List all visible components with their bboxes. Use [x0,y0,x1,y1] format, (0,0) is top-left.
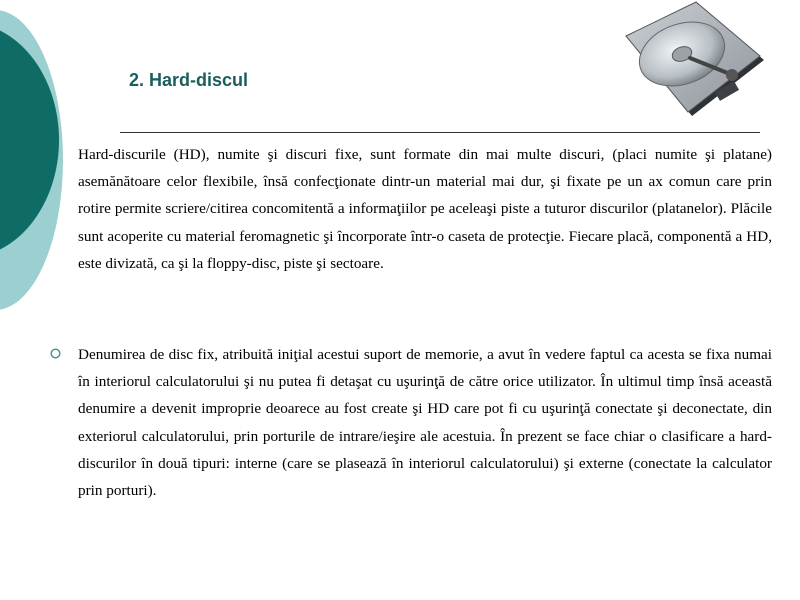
paragraph-fixed-disk-naming: Denumirea de disc fix, atribuită iniţial acestui suport de memorie, a avut în vedere faptul ca acesta se fixa numai în interiorul calculatorului şi nu putea fi detaşat cu uşurinţă de către orice utilizator. În ultimul timp însă această denumire a devenit improprie deoarece au fost create şi HD care pot fi cu uşurinţă conectate şi deconectate, din exteriorul calculatorului, prin porturile de intrare/ieşire ale acestuia. În prezent se face chiar o clasificare a hard-discurilor în două tipuri: interne (care se plasează în interiorul calculatorului) şi externe (conectate la calculator prin porturi). [78,346,772,500]
paragraph-hard-disk-description: Hard-discurile (HD), numite şi discuri fixe, sunt formate din mai multe discuri, (placi numite şi platane) asemănătoare celor flexibile, însă confecţionate dintr-un material mai dur, şi fixate pe un ax comun care prin rotire permite scriere/citirea concomitentă a informaţiilor pe aceleaşi piste a tuturor discurilor (platanelor). Plăcile sunt acoperite cu material feromagnetic şi încorporate într-o caseta de protecţie. Fiecare placă, componentă a HD, este divizată, ca şi la floppy-disc, piste şi sectoare. [78,146,772,272]
hard-disk-drive-icon [612,0,776,122]
slide-title: 2. Hard-discul [129,70,249,90]
bullet-ring-icon [50,348,61,359]
title-underline [120,132,760,133]
